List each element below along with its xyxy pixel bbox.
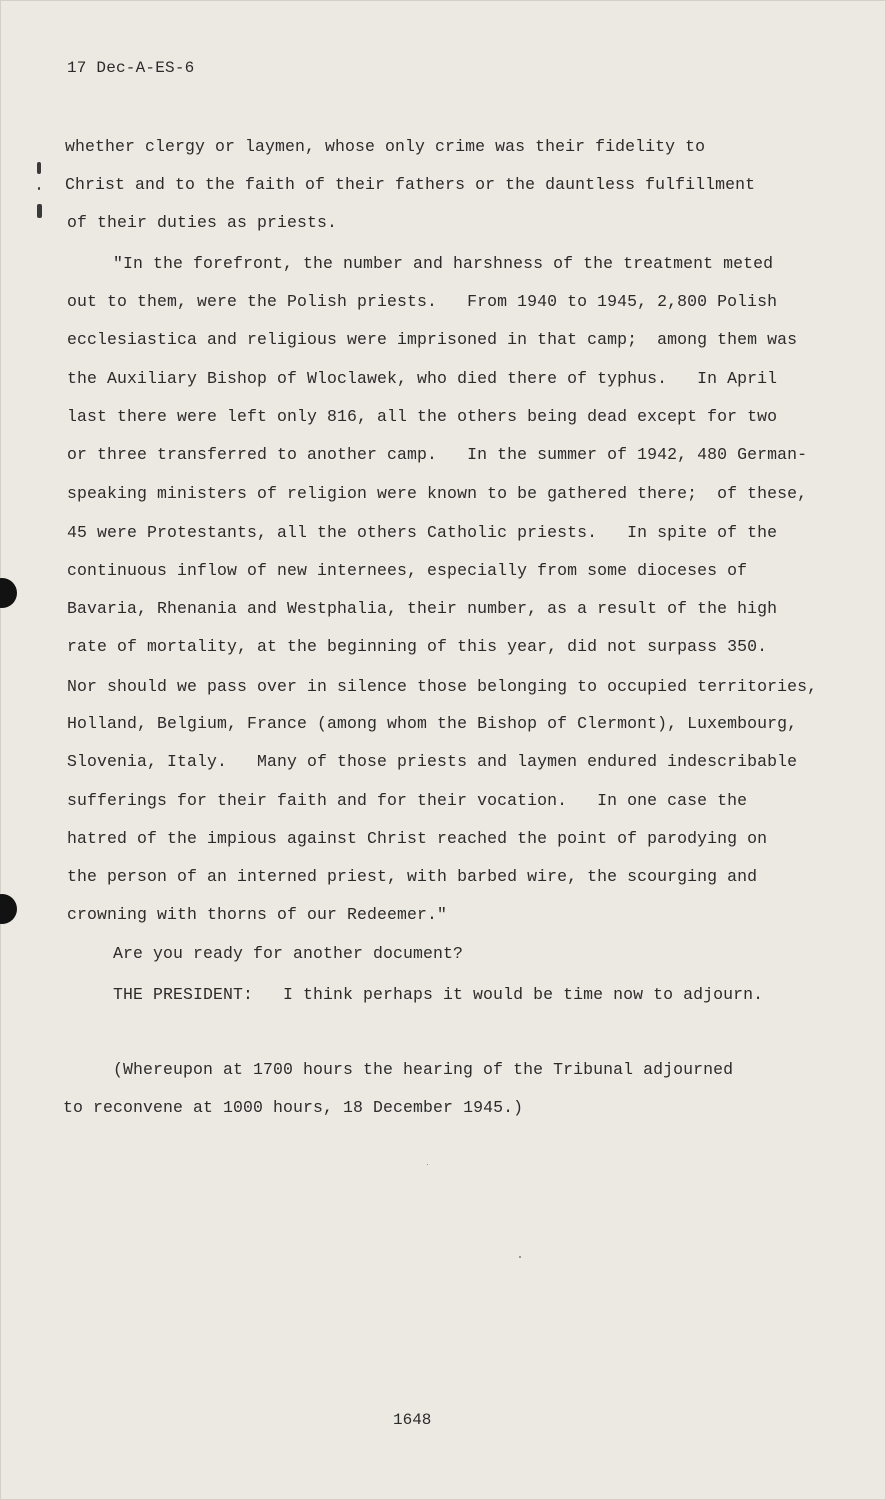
- adjournment-note: to reconvene at 1000 hours, 18 December 1945.): [63, 1098, 524, 1117]
- text-line: crowning with thorns of our Redeemer.": [67, 905, 448, 924]
- text-line: continuous inflow of new internees, especially from some dioceses of: [67, 561, 748, 580]
- margin-mark: [37, 204, 42, 218]
- text-line: Are you ready for another document?: [113, 944, 464, 963]
- text-line: Bavaria, Rhenania and Westphalia, their number, as a result of the high: [67, 599, 778, 618]
- text-line: out to them, were the Polish priests. From 1940 to 1945, 2,800 Polish: [67, 292, 778, 311]
- paper-speck: [427, 1164, 428, 1165]
- text-line: rate of mortality, at the beginning of this year, did not surpass 350.: [67, 637, 768, 656]
- punch-hole: [0, 894, 17, 924]
- text-line: last there were left only 816, all the others being dead except for two: [67, 407, 778, 426]
- text-line: Christ and to the faith of their fathers or the dauntless fulfillment: [65, 175, 756, 194]
- text-line: hatred of the impious against Christ reached the point of parodying on: [67, 829, 768, 848]
- text-line: Nor should we pass over in silence those belonging to occupied territories,: [67, 677, 818, 696]
- punch-hole: [0, 578, 17, 608]
- text-line: Holland, Belgium, France (among whom the Bishop of Clermont), Luxembourg,: [67, 714, 798, 733]
- text-line: speaking ministers of religion were known to be gathered there; of these,: [67, 484, 808, 503]
- margin-mark: [37, 162, 41, 174]
- page-number: 1648: [393, 1411, 432, 1429]
- text-line: the Auxiliary Bishop of Wloclawek, who died there of typhus. In April: [67, 369, 778, 388]
- speaker-line: THE PRESIDENT: I think perhaps it would be time now to adjourn.: [113, 985, 764, 1004]
- text-line: 45 were Protestants, all the others Catholic priests. In spite of the: [67, 523, 778, 542]
- text-line: sufferings for their faith and for their vocation. In one case the: [67, 791, 748, 810]
- text-line: of their duties as priests.: [67, 213, 338, 232]
- text-line: "In the forefront, the number and harshness of the treatment meted: [113, 254, 774, 273]
- margin-mark: [38, 187, 40, 190]
- text-line: the person of an interned priest, with barbed wire, the scourging and: [67, 867, 758, 886]
- adjournment-note: (Whereupon at 1700 hours the hearing of the Tribunal adjourned: [113, 1060, 734, 1079]
- text-line: Slovenia, Italy. Many of those priests and laymen endured indescribable: [67, 752, 798, 771]
- paper-speck: [519, 1256, 521, 1258]
- text-line: whether clergy or laymen, whose only crime was their fidelity to: [65, 137, 706, 156]
- text-line: ecclesiastica and religious were imprisoned in that camp; among them was: [67, 330, 798, 349]
- document-reference: 17 Dec-A-ES-6: [67, 59, 195, 77]
- text-line: or three transferred to another camp. In the summer of 1942, 480 German-: [67, 445, 808, 464]
